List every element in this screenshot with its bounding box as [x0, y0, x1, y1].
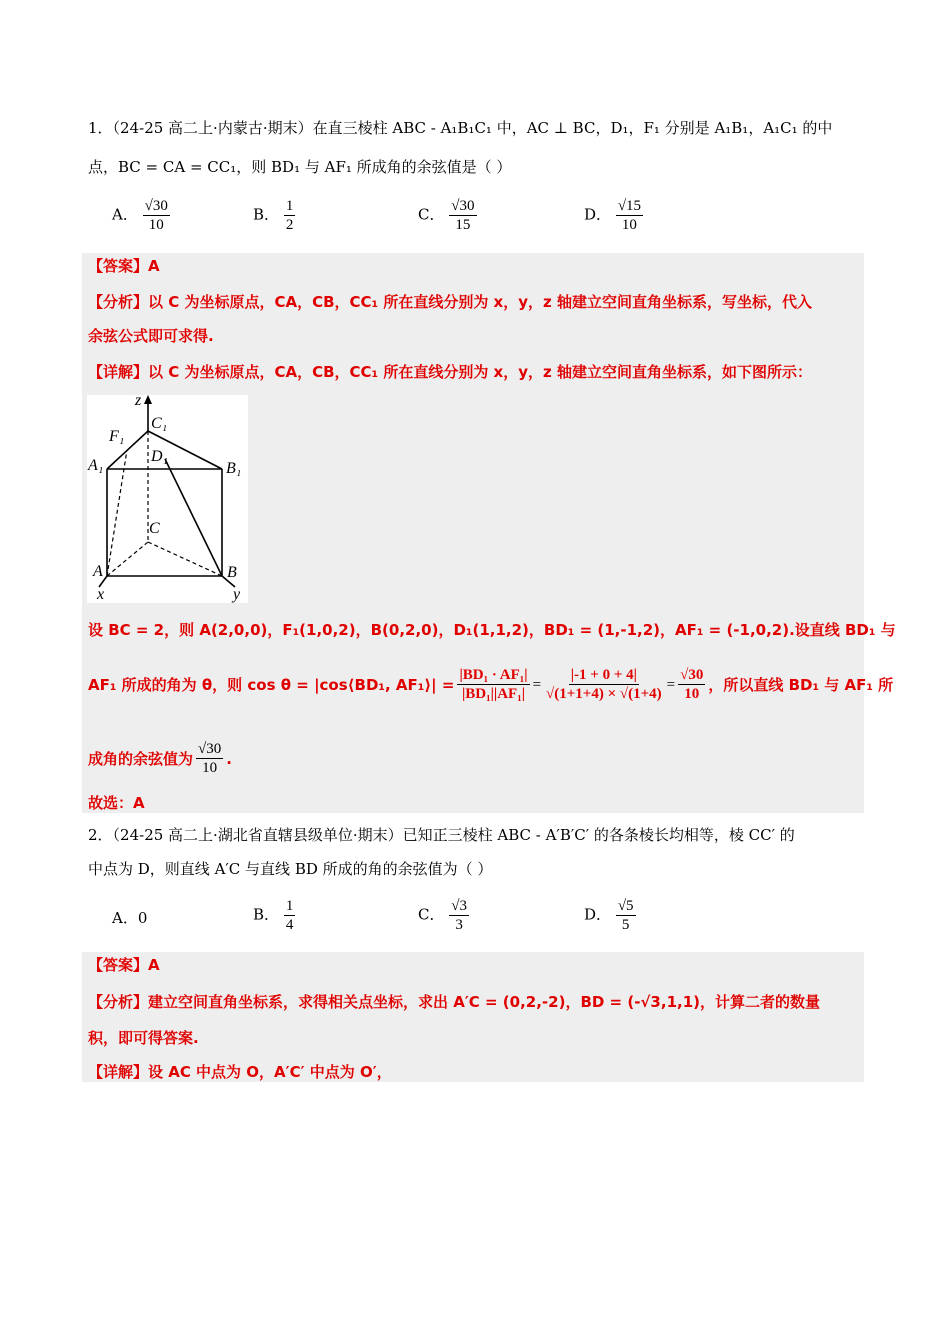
label-c1: C₁ [151, 415, 168, 432]
option-label: D． [584, 905, 612, 924]
q2-option-c[interactable] [418, 897, 469, 934]
s1-analysis-line1: 【分析】以 C 为坐标原点，CA，CB，CC₁ 所在直线分别为 x，y，z 轴建立空间直角坐标系，写坐标，代入 [88, 293, 812, 311]
option-fraction: $\frac{√15}{10}$ [617, 198, 642, 233]
label-f1: F₁ [109, 428, 125, 445]
q1-option-c[interactable] [418, 197, 477, 234]
segment-bd1 [165, 459, 222, 576]
s1-angle-prefix: AF₁ 所成的角为 θ，则 cos θ = |cos⟨BD₁, AF₁⟩| = [88, 675, 455, 694]
option-fraction: $\frac{1}{2}$ [285, 198, 294, 233]
label-d1: D₁ [151, 448, 169, 465]
arrow-z [144, 395, 152, 404]
s2-analysis-line2: 积，即可得答案. [88, 1029, 199, 1047]
s1-answer: 【答案】A [88, 257, 160, 275]
s1-fraction-vector: $\frac{\text{|BD₁ · AF₁|}}{\text{|BD₁||AF₁|}}$ [459, 667, 528, 702]
q2-stem-line2: 中点为 D，则直线 A′C 与直线 BD 所成的角的余弦值为（ ） [88, 860, 493, 878]
q1-stem-line2: 点，BC = CA = CC₁，则 BD₁ 与 AF₁ 所成角的余弦值是（ ） [88, 158, 512, 176]
s1-fraction-numeric: $\frac{|-1 + 0 + 4|}{√(1+1+4) \times √(1+4)}$ [546, 667, 662, 702]
q1-stem-line1: 1．（24-25 高二上·内蒙古·期末）在直三棱柱 ABC - A₁B₁C₁ 中，AC ⊥ BC，D₁，F₁ 分别是 A₁B₁，A₁C₁ 的中 [88, 119, 833, 137]
label-a: A [93, 563, 103, 580]
q1-option-b[interactable] [253, 197, 295, 234]
s1-cosine-line: 成角的余弦值为 $\frac{√30}{10}$ . [88, 741, 232, 776]
s1-angle-suffix: ，所以直线 BD₁ 与 AF₁ 所 [708, 675, 894, 694]
option-fraction: $\frac{√30}{10}$ [144, 198, 168, 233]
label-z: z [135, 395, 142, 409]
label-b1: B₁ [226, 460, 242, 477]
s1-detail: 【详解】以 C 为坐标原点，CA，CB，CC₁ 所在直线分别为 x，y，z 轴建立空间直角坐标系，如下图所示： [88, 363, 812, 381]
s1-angle-line: AF₁ 所成的角为 θ，则 cos θ = |cos⟨BD₁, AF₁⟩| = $\frac{\text{|BD₁ · AF₁|}}{\text{|BD₁||AF₁|}}$ = $\frac{|-1 + 0 + 4|}{√(1+1+4) \times √(1+4)}$ = $\frac{√30}{10}$ ，所以直线 BD₁ 与 AF₁ 所 [88, 667, 894, 702]
q2-option-a[interactable]: A．0 [112, 909, 148, 927]
prism-figure [87, 395, 248, 603]
label-x: x [97, 586, 105, 603]
q1-option-a[interactable] [112, 197, 170, 234]
q1-option-d[interactable] [584, 197, 643, 234]
option-fraction: $\frac{1}{4}$ [285, 898, 294, 933]
s2-analysis-line1: 【分析】建立空间直角坐标系，求得相关点坐标，求出 A′C = (0,2,-2)，BD = (-√3,1,1)，计算二者的数量 [88, 993, 821, 1011]
s1-cosine-fraction: $\frac{√30}{10}$ [198, 741, 222, 776]
s1-cosine-text: 成角的余弦值为 [88, 749, 194, 768]
q2-option-d[interactable] [584, 897, 636, 934]
q2-option-b[interactable] [253, 897, 295, 934]
s1-choice: 故选：A [88, 794, 145, 812]
option-label: C． [418, 905, 445, 924]
prism-diagram [87, 395, 248, 603]
option-label: A． [112, 205, 138, 224]
label-a1: A₁ [88, 457, 104, 474]
s2-answer: 【答案】A [88, 956, 160, 974]
label-y: y [233, 586, 241, 603]
q2-stem-line1: 2．（24-25 高二上·湖北省直辖县级单位·期末）已知正三棱柱 ABC - A′B′C′ 的各条棱长均相等，棱 CC′ 的 [88, 826, 795, 844]
s1-setup-line: 设 BC = 2，则 A(2,0,0)，F₁(1,0,2)，B(0,2,0)，D₁(1,1,2)，BD₁ = (1,-1,2)，AF₁ = (-1,0,2).设直线 BD₁ 与 [88, 621, 896, 639]
option-fraction: $\frac{√5}{5}$ [617, 898, 634, 933]
option-label: B． [253, 905, 280, 924]
s1-fraction-result: $\frac{√30}{10}$ [680, 667, 704, 702]
s1-analysis-line2: 余弦公式即可求得. [88, 327, 214, 345]
edge-cb [148, 542, 222, 576]
option-label: D． [584, 205, 612, 224]
label-b: B [227, 564, 237, 581]
label-c: C [149, 520, 160, 537]
edge-ca [107, 542, 148, 576]
option-label: C． [418, 205, 445, 224]
option-fraction: $\frac{√30}{15}$ [451, 198, 475, 233]
option-label: B． [253, 205, 280, 224]
option-fraction: $\frac{√3}{3}$ [451, 898, 467, 933]
s2-detail: 【详解】设 AC 中点为 O，A′C′ 中点为 O′， [88, 1063, 392, 1081]
